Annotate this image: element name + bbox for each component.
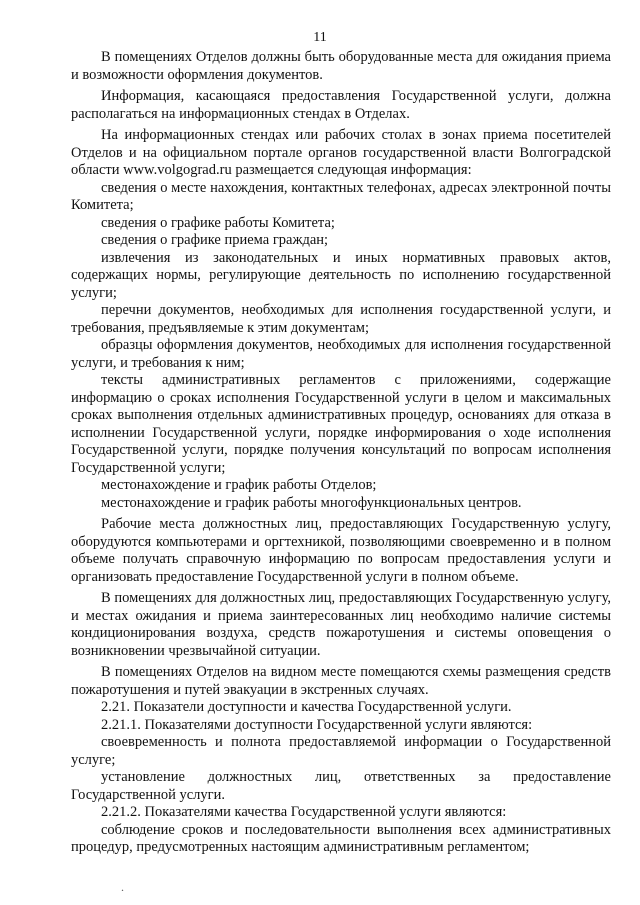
list-item: местонахождение и график работы Отделов; xyxy=(101,477,377,493)
list-item: образцы оформления документов, необходимых для исполнения государственной услуги, и требования к ним; xyxy=(71,337,611,371)
list-item: сведения о месте нахождения, контактных телефонах, адресах электронной почты Комитета; xyxy=(71,179,611,213)
paragraph: Информация, касающаяся предоставления Государственной услуги, должна располагаться на информационных стендах в Отделах. xyxy=(71,88,611,122)
list-item: извлечения из законодательных и иных нормативных правовых актов, содержащих нормы, регулирующие деятельность по исполнению государственной услуги; xyxy=(71,249,611,301)
paragraph: В помещениях Отделов должны быть оборудованные места для ожидания приема и возможности оформления документов. xyxy=(71,49,611,83)
paragraph: В помещениях Отделов на видном месте помещаются схемы размещения средств пожаротушения и путей эвакуации в экстренных случаях. xyxy=(71,664,611,698)
list-item: соблюдение сроков и последовательности выполнения всех административных процедур, предусмотренных настоящим административным регламентом; xyxy=(71,821,611,855)
list-item: сведения о графике работы Комитета; xyxy=(101,214,335,231)
list-item: своевременность и полнота предоставляемой информации о Государственной услуге; xyxy=(71,734,611,768)
list-item: перечни документов, необходимых для исполнения государственной услуги, и требования, предъявляемые к этим документам; xyxy=(71,302,611,336)
list-item: установление должностных лиц, ответственных за предоставление Государственной услуги. xyxy=(71,769,611,803)
page-number: 11 xyxy=(313,30,327,45)
paragraph: На информационных стендах или рабочих столах в зонах приема посетителей Отделов и на официальном портале органов государственной власти Волгоградской области www.volgograd.ru размещается следующая информация: xyxy=(71,127,611,178)
paragraph: В помещениях для должностных лиц, предоставляющих Государственную услугу, и местах ожидания и приема заинтересованных лиц необходимо наличие системы кондиционирования воздуха, средств пожаротушения и системы оповещения о возникновении чрезвычайной ситуации. xyxy=(71,590,611,659)
paragraph: Рабочие места должностных лиц, предоставляющих Государственную услугу, оборудуются компьютерами и оргтехникой, позволяющими своевременно и в полном объеме получать справочную информацию по вопросам предоставления услуги и организовать предоставление Государственной услуги в полном объеме. xyxy=(71,516,611,585)
section-heading: 2.21. Показатели доступности и качества Государственной услуги. xyxy=(101,699,512,715)
footer-mark: . xyxy=(121,880,124,894)
list-item: местонахождение и график работы многофункциональных центров. xyxy=(101,494,522,511)
subsection-heading: 2.21.1. Показателями доступности Государственной услуги являются: xyxy=(101,716,533,733)
list-item: сведения о графике приема граждан; xyxy=(101,232,329,248)
subsection-heading: 2.21.2. Показателями качества Государственной услуги являются: xyxy=(101,804,507,820)
document-body xyxy=(71,45,611,857)
list-item: тексты административных регламентов с приложениями, содержащие информацию о сроках исполнения Государственной услуги в целом и максимальных сроках выполнения отдельных административных процедур, основаниях для отказа в исполнении Государственной услуги, порядке информирования о ходе исполнения Государственной услуги, порядке получения консультаций по вопросам исполнения Государственной услуги; xyxy=(71,372,611,476)
